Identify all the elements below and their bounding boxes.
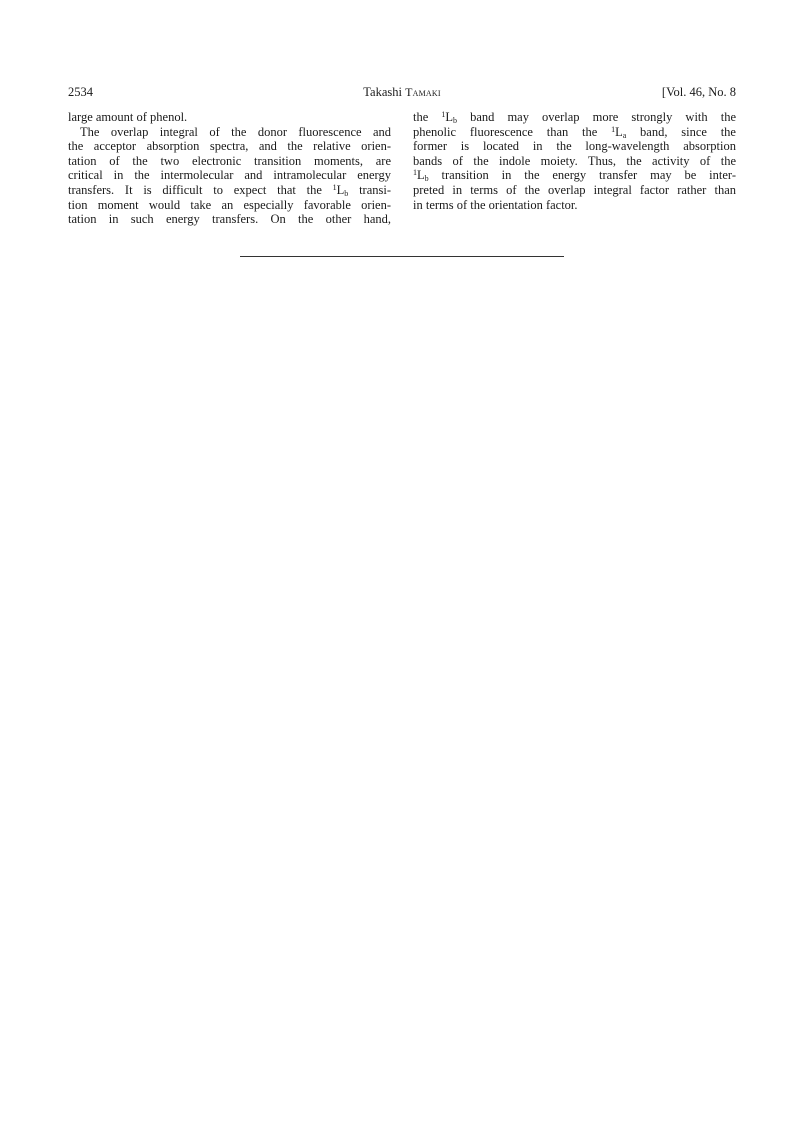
subscript: b [424, 174, 429, 184]
subscript: a [622, 130, 627, 140]
superscript: 1 [332, 182, 337, 192]
text-line: tation of the two electronic transition moments, are [68, 153, 391, 168]
subscript: b [453, 116, 457, 125]
end-of-article-rule [240, 256, 564, 257]
subscript: b [344, 188, 349, 198]
text-fragment: phenolic fluorescence than the [413, 124, 612, 139]
text-fragment: L [615, 124, 623, 139]
author-last-name: Tamaki [405, 85, 441, 99]
superscript: 1 [441, 110, 446, 119]
superscript: 1 [611, 124, 616, 134]
left-column [68, 110, 391, 227]
text-fragment: L [445, 110, 453, 124]
text-line: The overlap integral of the donor fluorescence and [80, 124, 391, 139]
page-number: 2534 [68, 85, 93, 99]
text-line: critical in the intermolecular and intramolecular energy [68, 168, 391, 183]
text-fragment: band, since the [626, 124, 736, 139]
running-header [68, 84, 736, 100]
text-line: preted in terms of the overlap integral factor rather than [413, 182, 736, 197]
text-line: tion moment would take an especially favorable orien- [68, 197, 391, 212]
text-line: in terms of the orientation factor. [413, 197, 578, 212]
text-fragment: band may overlap more strongly with the [457, 110, 736, 124]
text-line [413, 110, 736, 125]
text-line [68, 183, 391, 198]
text-fragment: transi- [348, 182, 391, 197]
text-fragment: L [336, 182, 345, 197]
text-fragment: L [417, 168, 425, 183]
text-line [413, 125, 736, 140]
running-author [68, 84, 736, 100]
text-fragment: the [413, 110, 442, 124]
text-line [413, 168, 736, 183]
text-line: bands of the indole moiety. Thus, the activity of the [413, 153, 736, 168]
text-line: former is located in the long-wavelength absorption [413, 139, 736, 154]
text-fragment: transfers. It is difficult to expect that the [68, 182, 333, 197]
text-fragment: transition in the energy transfer may be inter- [428, 168, 736, 183]
superscript: 1 [413, 168, 417, 178]
author-first-name: Takashi [363, 85, 402, 99]
text-line: tation in such energy transfers. On the other hand, [68, 212, 391, 227]
text-line: large amount of phenol. [68, 110, 188, 124]
text-line: the acceptor absorption spectra, and the relative orien- [68, 139, 391, 154]
right-column [413, 110, 736, 212]
volume-info: [Vol. 46, No. 8 [661, 85, 736, 99]
